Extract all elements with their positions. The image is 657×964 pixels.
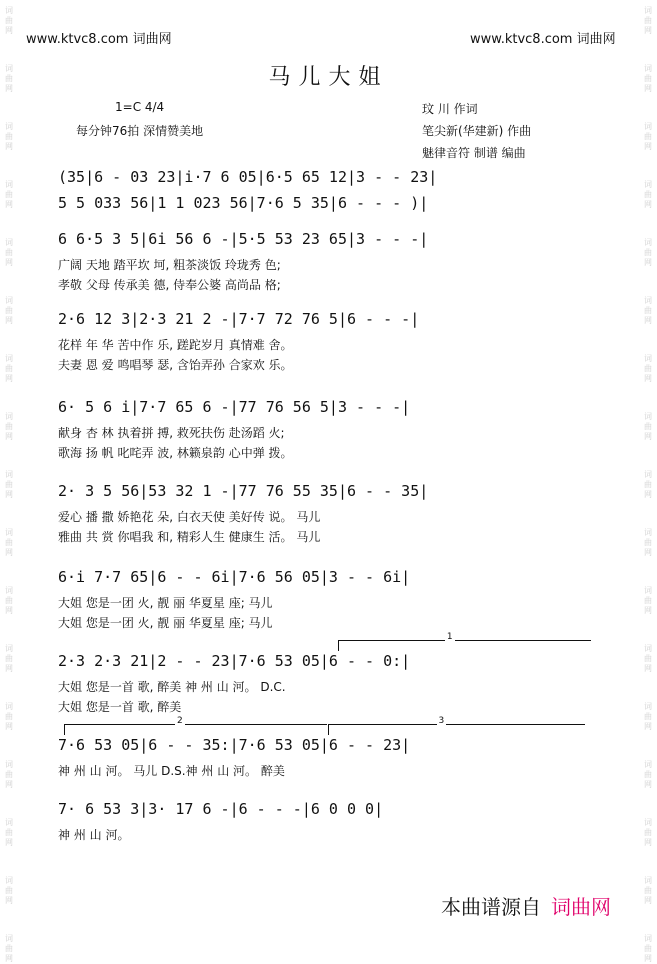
side-watermark: 词 曲 网: [5, 818, 13, 847]
ending-bracket: [64, 716, 327, 735]
notation-line: 2·6 12 3|2·3 21 2 -|7·7 72 76 5|6 - - -|: [58, 310, 420, 328]
notation-line: (35|6 - 03 23|i·7 6 05|6·5 65 12|3 - - 23|: [58, 168, 438, 186]
notation-line: 2·3 2·3 21|2 - - 23|7·6 53 05|6 - - 0:|: [58, 652, 411, 670]
side-watermark: 词 曲 网: [5, 6, 13, 35]
lyric-line: 大姐 您是一首 歌, 醉美: [58, 700, 182, 714]
ending-bracket: [328, 716, 585, 735]
header-right[interactable]: [470, 28, 616, 47]
header-right-url[interactable]: www.ktvc8.com: [470, 32, 573, 47]
composer-credit: 笔尖新(华建新) 作曲: [422, 124, 532, 138]
side-watermark: 词 曲 网: [5, 122, 13, 151]
notation-line: 6· 5 6 i|7·7 65 6 -|77 76 56 5|3 - - -|: [58, 398, 411, 416]
side-watermark: 词 曲 网: [5, 702, 13, 731]
side-watermark: 词 曲 网: [644, 412, 652, 441]
lyricist-credit: 玟 川 作词: [422, 102, 478, 116]
notation-line: 2· 3 5 56|53 32 1 -|77 76 55 35|6 - - 35|: [58, 482, 429, 500]
right-watermark-strip: [639, 0, 657, 963]
notation-line: 6 6·5 3 5|6i 56 6 -|5·5 53 23 65|3 - - -|: [58, 230, 429, 248]
lyric-line: 献身 杏 林 执着拼 搏, 救死扶伤 赴汤蹈 火;: [58, 426, 285, 440]
ending-number: 1: [446, 632, 453, 642]
lyric-line: 神 州 山 河。 马儿 D.S.神 州 山 河。 醉美: [58, 764, 285, 778]
header-right-brand[interactable]: 词曲网: [576, 32, 616, 47]
key-signature: 1=C 4/4: [115, 100, 165, 114]
side-watermark: 词 曲 网: [644, 6, 652, 35]
lyric-line: 大姐 您是一首 歌, 醉美 神 州 山 河。 D.C.: [58, 680, 286, 694]
side-watermark: 词 曲 网: [644, 64, 652, 93]
side-watermark: 词 曲 网: [644, 702, 652, 731]
song-title: 马儿大姐: [268, 65, 389, 90]
header-left[interactable]: [26, 28, 172, 47]
side-watermark: 词 曲 网: [644, 296, 652, 325]
side-watermark: 词 曲 网: [644, 122, 652, 151]
header-left-url[interactable]: www.ktvc8.com: [26, 32, 129, 47]
left-watermark-strip: [0, 0, 18, 963]
footer-text: 本曲谱源自: [441, 895, 541, 919]
side-watermark: 词 曲 网: [5, 934, 13, 963]
arranger-credit: 魅律音符 制谱 编曲: [422, 146, 526, 160]
side-watermark: 词 曲 网: [5, 412, 13, 441]
side-watermark: 词 曲 网: [644, 528, 652, 557]
lyric-line: 广阔 天地 踏平坎 坷, 粗茶淡饭 玲珑秀 色;: [58, 258, 281, 272]
notation-line: 6·i 7·7 65|6 - - 6i|7·6 56 05|3 - - 6i|: [58, 568, 411, 586]
ending-number: 3: [438, 716, 445, 726]
side-watermark: 词 曲 网: [644, 470, 652, 499]
header-left-brand[interactable]: 词曲网: [132, 32, 172, 47]
side-watermark: 词 曲 网: [5, 296, 13, 325]
lyric-line: 孝敬 父母 传承美 德, 侍奉公婆 高尚品 格;: [58, 278, 281, 292]
notation-line: 5 5 033 56|1 1 023 56|7·6 5 35|6 - - - )|: [58, 194, 429, 212]
side-watermark: 词 曲 网: [5, 180, 13, 209]
footer-brand[interactable]: 词曲网: [551, 895, 611, 919]
tempo-marking: 每分钟76拍 深情赞美地: [76, 124, 204, 138]
side-watermark: 词 曲 网: [5, 644, 13, 673]
side-watermark: 词 曲 网: [5, 876, 13, 905]
side-watermark: 词 曲 网: [5, 354, 13, 383]
side-watermark: 词 曲 网: [5, 760, 13, 789]
side-watermark: 词 曲 网: [5, 586, 13, 615]
side-watermark: 词 曲 网: [644, 818, 652, 847]
lyric-line: 花样 年 华 苦中作 乐, 蹉跎岁月 真情难 舍。: [58, 338, 293, 352]
side-watermark: 词 曲 网: [644, 876, 652, 905]
lyric-line: 歌海 扬 帆 叱咤弄 波, 林籁泉韵 心中弹 拨。: [58, 446, 293, 460]
ending-bracket: [338, 632, 591, 651]
side-watermark: 词 曲 网: [644, 586, 652, 615]
lyric-line: 神 州 山 河。: [58, 828, 130, 842]
source-footer: [441, 891, 611, 920]
side-watermark: 词 曲 网: [644, 644, 652, 673]
ending-number: 2: [177, 716, 183, 726]
side-watermark: 词 曲 网: [5, 528, 13, 557]
side-watermark: 词 曲 网: [644, 354, 652, 383]
side-watermark: 词 曲 网: [644, 760, 652, 789]
side-watermark: 词 曲 网: [644, 180, 652, 209]
side-watermark: 词 曲 网: [5, 64, 13, 93]
lyric-line: 大姐 您是一团 火, 靓 丽 华夏星 座; 马儿: [58, 616, 273, 630]
side-watermark: 词 曲 网: [5, 238, 13, 267]
notation-line: 7·6 53 05|6 - - 35:|7·6 53 05|6 - - 23|: [58, 736, 411, 754]
lyric-line: 雅曲 共 赏 你唱我 和, 精彩人生 健康生 活。 马儿: [58, 530, 321, 544]
side-watermark: 词 曲 网: [644, 238, 652, 267]
lyric-line: 大姐 您是一团 火, 靓 丽 华夏星 座; 马儿: [58, 596, 273, 610]
side-watermark: 词 曲 网: [5, 470, 13, 499]
notation-line: 7· 6 53 3|3· 17 6 -|6 - - -|6 0 0 0|: [58, 800, 384, 818]
lyric-line: 爱心 播 撒 娇艳花 朵, 白衣天使 美好传 说。 马儿: [58, 510, 321, 524]
lyric-line: 夫妻 恩 爱 鸣唱琴 瑟, 含饴弄孙 合家欢 乐。: [58, 358, 293, 372]
side-watermark: 词 曲 网: [644, 934, 652, 963]
